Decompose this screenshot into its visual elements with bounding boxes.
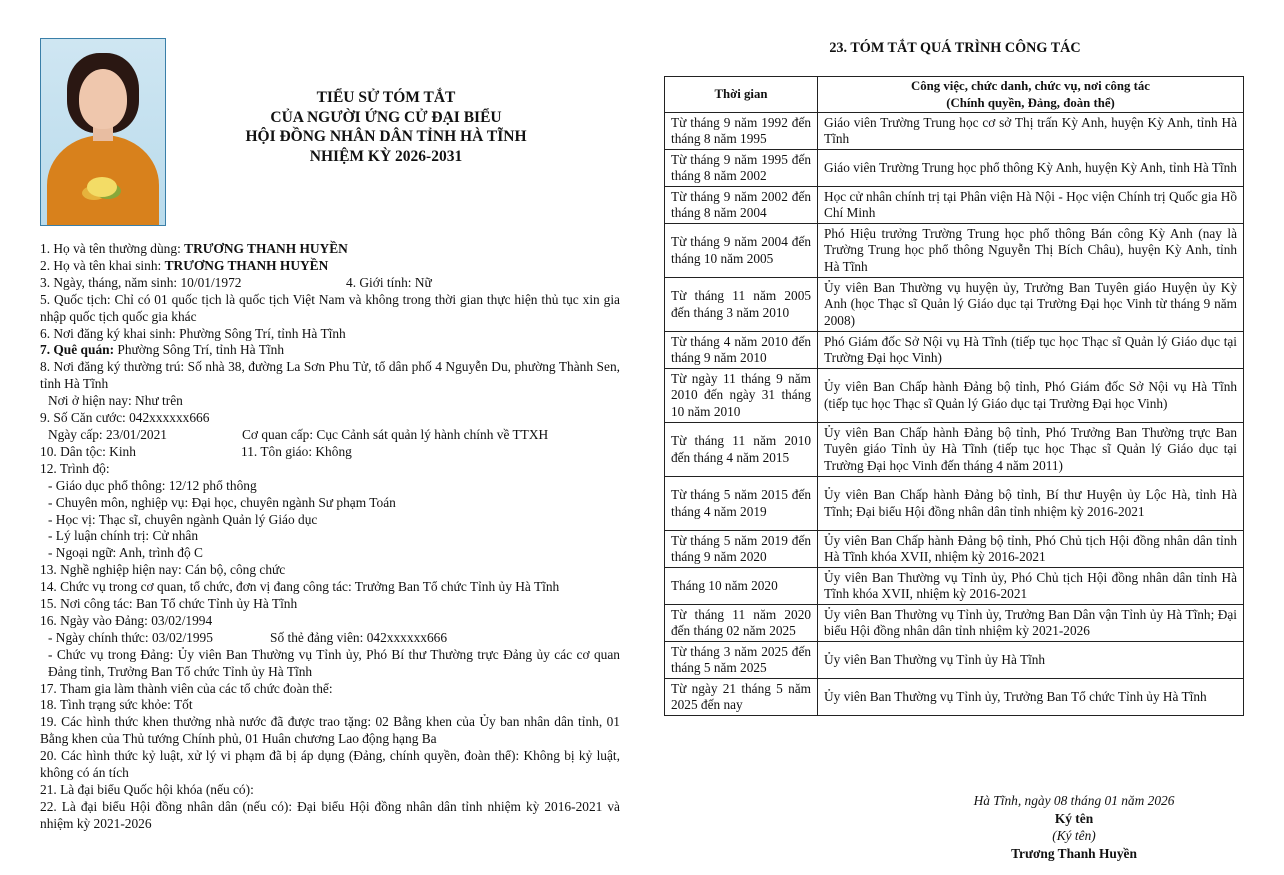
info-party-card: Số thẻ đảng viên: 042xxxxxx666 [270,629,448,645]
table-row [665,224,1244,278]
signature-label: Ký tên [1054,810,1094,826]
career-time: Từ tháng 5 năm 2015 đến tháng 4 năm 2019 [665,477,818,531]
info-position: 14. Chức vụ trong cơ quan, tổ chức, đơn vị đang công tác: Trưởng Ban Tổ chức Tỉnh ủy Hà Tĩnh [40,579,560,595]
personal-info [40,241,620,833]
table-row [665,477,1244,531]
career-description: Giáo viên Trường Trung học cơ sở Thị trấn Kỳ Anh, huyện Kỳ Anh, tỉnh Hà Tĩnh [818,113,1244,150]
career-time: Từ tháng 9 năm 1995 đến tháng 8 năm 2002 [665,150,818,187]
title-line-4: NHIỆM KỲ 2026-2031 [309,147,463,165]
table-row [665,332,1244,369]
career-table-header [665,77,1244,113]
career-time: Từ ngày 11 tháng 9 năm 2010 đến ngày 31 tháng 10 năm 2010 [665,369,818,423]
career-time: Từ tháng 11 năm 2005 đến tháng 3 năm 2010 [665,278,818,332]
career-time: Từ tháng 5 năm 2019 đến tháng 9 năm 2020 [665,531,818,568]
career-table [664,76,1244,716]
signature-sub: (Ký tên) [1052,828,1096,843]
info-ethnicity: 10. Dân tộc: Kinh [40,443,136,459]
info-party-official [40,630,620,647]
career-description: Ủy viên Ban Chấp hành Đảng bộ tỉnh, Phó Giám đốc Sở Nội vụ Hà Tĩnh (tiếp tục học Thạc sĩ Quản lý Giáo dục tại Trường Đại học Vinh) [818,369,1244,423]
table-row [665,642,1244,679]
table-row [665,531,1244,568]
info-nationality: 5. Quốc tịch: Chỉ có 01 quốc tịch là quốc tịch Việt Nam và không trong thời gian thực hiện thủ tục xin gia nhập quốc tịch quốc gia khác [40,291,620,324]
career-description: Ủy viên Ban Thường vụ Tỉnh ủy Hà Tĩnh [818,642,1244,679]
info-religion: 11. Tôn giáo: Không [241,443,352,459]
career-description: Phó Giám đốc Sở Nội vụ Hà Tĩnh (tiếp tục học Thạc sĩ Quản lý Giáo dục tại Trường Đại học Vinh) [818,332,1244,369]
info-current-residence: Nơi ở hiện nay: Như trên [48,393,183,409]
career-description: Ủy viên Ban Thường vụ Tỉnh ủy, Trưởng Ban Tổ chức Tỉnh ủy Hà Tĩnh [818,679,1244,716]
career-description: Ủy viên Ban Chấp hành Đảng bộ tỉnh, Phó Trưởng Ban Thường trực Ban Tuyên giáo Tỉnh ủy Hà Tĩnh (tiếp tục học Thạc sĩ Quản lý Giáo dục tại Trường Đại học Vinh đến tháng 4 năm 2011) [818,423,1244,477]
info-party-join-date: 16. Ngày vào Đảng: 03/02/1994 [40,612,213,628]
right-column [664,38,1246,861]
common-name-value: TRƯƠNG THANH HUYỀN [184,241,348,256]
signature-block [924,792,1224,862]
career-description: Ủy viên Ban Thường vụ huyện ủy, Trưởng Ban Tuyên giáo Huyện ủy Kỳ Anh (học Thạc sĩ Quản lý Giáo dục tại Trường Đại học Vinh từ tháng 9 năm 2008) [818,278,1244,332]
document-title [180,88,592,166]
title-line-2: CỦA NGƯỜI ỨNG CỬ ĐẠI BIỂU [270,108,502,126]
signature-place-date: Hà Tĩnh, ngày 08 tháng 01 năm 2026 [973,793,1175,808]
career-time: Từ tháng 3 năm 2025 đến tháng 5 năm 2025 [665,642,818,679]
info-education-professional: - Chuyên môn, nghiệp vụ: Đại học, chuyên ngành Sư phạm Toán [48,494,396,510]
career-time: Từ tháng 9 năm 2002 đến tháng 8 năm 2004 [665,187,818,224]
career-description: Giáo viên Trường Trung học phổ thông Kỳ Anh, huyện Kỳ Anh, tỉnh Hà Tĩnh [818,150,1244,187]
table-row [665,605,1244,642]
info-peoples-council: 22. Là đại biểu Hội đồng nhân dân (nếu có): Đại biểu Hội đồng nhân dân tỉnh nhiệm kỳ 2016-2021 và nhiệm kỳ 2021-2026 [40,798,620,831]
career-time: Từ ngày 21 tháng 5 năm 2025 đến nay [665,679,818,716]
birth-name-value: TRƯƠNG THANH HUYỀN [164,257,329,273]
info-id-authority: Cơ quan cấp: Cục Cảnh sát quản lý hành chính về TTXH [242,426,549,442]
career-table-body [665,113,1244,716]
career-description: Ủy viên Ban Thường vụ Tỉnh ủy, Phó Chủ tịch Hội đồng nhân dân tỉnh Hà Tĩnh khóa XVII, nhiệm kỳ 2016-2021 [818,568,1244,605]
career-description: Ủy viên Ban Chấp hành Đảng bộ tỉnh, Bí thư Huyện ủy Lộc Hà, tỉnh Hà Tĩnh; Đại biểu Hội đồng nhân dân tỉnh nhiệm kỳ 2016-2021 [818,477,1244,531]
info-education-political: - Lý luận chính trị: Cử nhân [48,528,199,544]
title-line-1: TIỂU SỬ TÓM TẮT [316,89,456,106]
table-row [665,278,1244,332]
info-education-language: - Ngoại ngữ: Anh, trình độ C [48,545,203,561]
table-row [665,150,1244,187]
header-work: Công việc, chức danh, chức vụ, nơi công tác (Chính quyền, Đảng, đoàn thể) [818,77,1244,113]
portrait-flower-pattern [87,177,117,197]
career-description: Phó Hiệu trưởng Trường Trung học phổ thông Bán công Kỳ Anh (nay là Trường Trung học phổ thông Nguyễn Thị Bích Châu), huyện Kỳ Anh, tỉnh Hà Tĩnh [818,224,1244,278]
portrait-photo [40,38,166,226]
info-permanent-address: 8. Nơi đăng ký thường trú: Số nhà 38, đường La Sơn Phu Tử, tổ dân phố 4 Nguyễn Du, phường Thành Sen, tỉnh Hà Tĩnh [40,359,620,392]
table-row [665,369,1244,423]
table-row [665,113,1244,150]
info-education-general: - Giáo dục phổ thông: 12/12 phổ thông [48,477,257,493]
info-common-name: 1. Họ và tên thường dùng: TRƯƠNG THANH HUYỀN [40,241,348,256]
info-party-position: - Chức vụ trong Đảng: Ủy viên Ban Thường vụ Tỉnh ủy, Phó Bí thư Thường trực Đảng ủy các cơ quan Đảng tỉnh, Trưởng Ban Tổ chức Tỉnh ủy Hà Tĩnh [48,646,620,679]
info-id-number: 9. Số Căn cước: 042xxxxxx666 [40,410,210,426]
info-birthdate: 3. Ngày, tháng, năm sinh: 10/01/1972 [40,274,242,290]
info-discipline: 20. Các hình thức kỷ luật, xử lý vi phạm đã bị áp dụng (Đảng, chính quyền, đoàn thể): Không bị kỷ luật, không có án tích [40,748,620,781]
info-birth-name: 2. Họ và tên khai sinh: TRƯƠNG THANH HUYỀN [40,257,329,273]
info-party-official-date: - Ngày chính thức: 03/02/1995 [48,629,213,645]
info-hometown: 7. Quê quán: Phường Sông Trí, tỉnh Hà Tĩnh [40,342,285,358]
career-description: Ủy viên Ban Thường vụ Tỉnh ủy, Trưởng Ban Dân vận Tỉnh ủy Hà Tĩnh; Đại biểu Hội đồng nhân dân tỉnh nhiệm kỳ 2021-2026 [818,605,1244,642]
career-time: Từ tháng 4 năm 2010 đến tháng 9 năm 2010 [665,332,818,369]
signature-name: Trương Thanh Huyền [1011,845,1137,861]
career-time: Tháng 10 năm 2020 [665,568,818,605]
info-birth-gender [40,275,620,292]
header-time: Thời gian [665,77,818,113]
info-id-issue [40,427,620,444]
info-occupation: 13. Nghề nghiệp hiện nay: Cán bộ, công chức [40,562,286,578]
career-description: Ủy viên Ban Chấp hành Đảng bộ tỉnh, Phó Chủ tịch Hội đồng nhân dân tỉnh Hà Tĩnh khóa XVII, nhiệm kỳ 2016-2021 [818,531,1244,568]
career-time: Từ tháng 9 năm 2004 đến tháng 10 năm 2005 [665,224,818,278]
info-national-assembly: 21. Là đại biểu Quốc hội khóa (nếu có): [40,782,254,797]
table-row [665,187,1244,224]
info-workplace: 15. Nơi công tác: Ban Tổ chức Tỉnh ủy Hà Tĩnh [40,596,298,612]
info-ethnic-religion [40,444,620,461]
career-time: Từ tháng 11 năm 2010 đến tháng 4 năm 2015 [665,423,818,477]
title-line-3: HỘI ĐỒNG NHÂN DÂN TỈNH HÀ TĨNH [245,128,527,145]
info-education-degree: - Học vị: Thạc sĩ, chuyên ngành Quản lý Giáo dục [48,511,318,527]
table-row [665,568,1244,605]
info-health: 18. Tình trạng sức khỏe: Tốt [40,697,193,713]
career-time: Từ tháng 9 năm 1992 đến tháng 8 năm 1995 [665,113,818,150]
info-awards: 19. Các hình thức khen thưởng nhà nước đã được trao tặng: 02 Bằng khen của Ủy ban nhân dân tỉnh, 01 Bằng khen của Thủ tướng Chính phủ, 01 Huân chương Lao động hạng Ba [40,714,620,747]
info-id-date: Ngày cấp: 23/01/2021 [48,426,168,442]
info-birth-registration: 6. Nơi đăng ký khai sinh: Phường Sông Trí, tỉnh Hà Tĩnh [40,325,346,341]
career-description: Học cử nhân chính trị tại Phân viện Hà Nội - Học viện Chính trị Quốc gia Hồ Chí Minh [818,187,1244,224]
career-heading: 23. TÓM TẮT QUÁ TRÌNH CÔNG TÁC [829,40,1081,56]
info-education-heading: 12. Trình độ: [40,460,110,476]
table-row [665,423,1244,477]
table-row [665,679,1244,716]
portrait-face [79,69,127,129]
career-time: Từ tháng 11 năm 2020 đến tháng 02 năm 2025 [665,605,818,642]
info-organizations: 17. Tham gia làm thành viên của các tổ chức đoàn thể: [40,680,333,696]
info-gender: 4. Giới tính: Nữ [346,274,432,290]
